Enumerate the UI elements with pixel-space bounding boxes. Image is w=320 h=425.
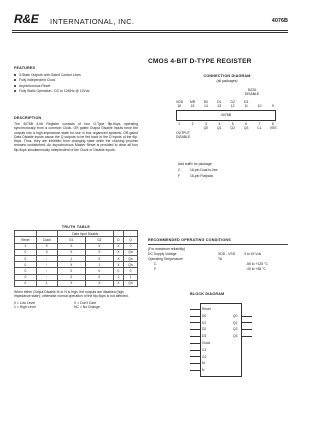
- table-cell: 1: [85, 262, 113, 268]
- input-pin-label: D1: [202, 320, 207, 325]
- output-pin-label: Q0: [233, 313, 238, 318]
- table-cell: X: [36, 243, 57, 249]
- table-cell: 0: [113, 268, 123, 274]
- output-pin-label: Q2: [233, 327, 238, 332]
- table-cell: 1: [113, 274, 123, 280]
- operating-symbol: VDD - VSS: [218, 252, 235, 256]
- pin-number: 11: [244, 104, 248, 109]
- table-cell: 0: [15, 280, 37, 286]
- pin-name: D2: [230, 100, 235, 104]
- part-number: 4076B: [271, 18, 288, 24]
- input-pin-line: [190, 350, 200, 351]
- pin-name: VSS: [269, 125, 277, 130]
- pin-number: 3: [204, 121, 207, 126]
- table-cell: 1: [15, 243, 37, 249]
- input-pin-line: [190, 336, 200, 337]
- order-row: C 16-pin Dual In-line: [178, 168, 218, 173]
- pin-name: D0: [203, 100, 209, 104]
- pin-name: MR: [189, 100, 196, 104]
- input-pin-label: M: [202, 361, 205, 366]
- legend-item: NC = No Change: [74, 304, 100, 309]
- pin-name: VDD: [176, 100, 184, 104]
- input-pin-label: D0: [202, 313, 207, 318]
- feature-item: 3-State Outputs with Gated Control Lines: [14, 73, 144, 77]
- description-text: The 4076B 4-bit Register consists of four D-Type flip-flops operating synchronously from a common Clock. OR gated Output Disable inputs force the outputs into a high-impedance state for use in bus organized systems. OR-gated Data Disable inputs cause the Q outputs to be fed back to the D inputs of the flip-flops. Thus, they are inhibited from changing state while the clocking process remains undisturbed. An asynchronous Master Reset is provided to clear all four flip-flops simultaneously independent of the Clock or Disable inputs.: [14, 122, 138, 152]
- table-cell: 1: [57, 255, 85, 261]
- table-cell: X: [113, 243, 123, 249]
- pin-number: 9: [271, 104, 274, 109]
- operating-param: C: [154, 262, 157, 266]
- table-cell: 0: [15, 262, 37, 268]
- output-pin-line: [242, 329, 252, 330]
- pin-name: D3: [243, 100, 249, 104]
- block-diagram-heading: BLOCK DIAGRAM: [190, 292, 225, 296]
- table-cell: 0: [85, 274, 113, 280]
- table-cell: 0: [57, 268, 85, 274]
- operating-value: -55 to +125 °C: [245, 262, 268, 266]
- output-pin-line: [242, 322, 252, 323]
- table-cell: 1: [124, 274, 138, 280]
- company-name: INTERNATIONAL, INC.: [50, 17, 135, 26]
- input-pin-line: [190, 316, 200, 317]
- table-cell: X: [85, 280, 113, 286]
- table-cell: Qn: [124, 255, 138, 261]
- pin-name: CL: [257, 125, 262, 130]
- input-pin-label: D2: [202, 327, 207, 332]
- input-pin-line: [190, 363, 200, 364]
- features-heading: FEATURES: [14, 66, 36, 70]
- table-column-header: D: [113, 237, 123, 243]
- operating-param: Operating Temperature: [148, 257, 183, 261]
- table-column-header: G2: [85, 237, 113, 243]
- input-pin-label: G1: [202, 347, 207, 352]
- table-cell: ↑: [36, 268, 57, 274]
- pin-number: 6: [245, 121, 248, 126]
- table-cell: 0: [15, 268, 37, 274]
- table-cell: X: [85, 255, 113, 261]
- table-cell: 0: [15, 255, 37, 261]
- input-pin-label: Clock: [202, 341, 211, 345]
- input-pin-line: [190, 370, 200, 371]
- table-group-header: Data Input Disable: [57, 231, 113, 237]
- pin-number: 15: [190, 104, 195, 109]
- table-column-header: Reset: [15, 237, 37, 243]
- table-cell: X: [113, 262, 123, 268]
- table-cell: X: [113, 249, 123, 255]
- table-column-header: G1: [57, 237, 85, 243]
- pin-name: Q2: [230, 125, 235, 130]
- table-cell: Qn: [124, 249, 138, 255]
- table-cell: X: [85, 249, 113, 255]
- table-column-header: Q: [124, 237, 138, 243]
- feature-item: Fully Independent Clock: [14, 78, 144, 82]
- company-logo: R&E: [14, 12, 39, 26]
- operating-param: F: [154, 267, 157, 271]
- pin-number: 5: [231, 121, 234, 126]
- input-pin-line: [190, 322, 200, 323]
- table-cell: 0: [85, 268, 113, 274]
- input-pin-line: [190, 356, 200, 357]
- table-cell: 1: [36, 280, 57, 286]
- output-pin-line: [242, 336, 252, 337]
- input-pin-label: G2: [202, 354, 207, 359]
- output-disable-label: OUTPUT DISABLE: [176, 131, 191, 140]
- output-pin-line: [242, 316, 252, 317]
- table-cell: 0: [124, 243, 138, 249]
- feature-item: Fully Static Operation : DC to 12MHz @ 10Vdc: [14, 89, 144, 93]
- connection-subheading: (all packages): [216, 78, 238, 83]
- operating-value: 3 to 15 Vdc: [244, 252, 262, 256]
- legend-item: 1 = High Level: [14, 304, 36, 309]
- note-text: When either Output Disable M or N is high, the outputs are disabled (high impedance state); otherwise normal operation of the flip-flops is not affected.: [14, 290, 129, 299]
- chip-part-label: 4076B: [220, 113, 232, 117]
- pin-number: 8: [271, 121, 274, 126]
- operating-heading: RECOMMENDED OPERATING CONDITIONS: [148, 238, 231, 242]
- table-cell: 0: [57, 274, 85, 280]
- table-cell: X: [113, 255, 123, 261]
- operating-param: DC Supply Voltage: [148, 252, 177, 256]
- table-cell: ↑: [36, 255, 57, 261]
- data-disable-label: DATA DISABLE: [244, 88, 260, 97]
- input-pin-label: Reset: [202, 307, 211, 311]
- feature-item: Asynchronous Reset: [14, 84, 144, 88]
- pin-number: 10: [257, 104, 262, 109]
- output-pin-label: Q1: [233, 320, 238, 325]
- pin-number: 4: [218, 121, 221, 126]
- pin-number: 13: [217, 104, 222, 109]
- pin-number: 2: [191, 121, 194, 126]
- connection-heading: CONNECTION DIAGRAM: [203, 74, 251, 78]
- operating-value: -40 to +85 °C: [245, 267, 267, 271]
- table-cell: 0: [36, 249, 57, 255]
- pin-number: 7: [258, 121, 261, 126]
- operating-param: (For maximum reliability): [148, 247, 186, 251]
- input-pin-label: N: [202, 368, 205, 373]
- pin-name: Q0: [203, 125, 209, 130]
- description-heading: DESCRIPTION: [14, 116, 42, 120]
- input-pin-label: D3: [202, 334, 207, 339]
- truth-table-heading: TRUTH TABLE: [61, 225, 91, 230]
- pin-name: Q1: [217, 125, 222, 130]
- pin-name: D1: [217, 100, 222, 104]
- pin-number: 12: [230, 104, 235, 109]
- legend-item: 0 = Low Level: [14, 300, 36, 305]
- input-pin-line: [190, 309, 200, 310]
- table-cell: X: [85, 243, 113, 249]
- table-cell: X: [113, 280, 123, 286]
- table-cell: X: [57, 280, 85, 286]
- order-row: F 16-pin Flatpack: [178, 174, 214, 178]
- input-pin-line: [190, 329, 200, 330]
- pin-number: 1: [178, 121, 181, 126]
- pin-number: 14: [204, 104, 208, 109]
- pin-number: 16: [177, 104, 182, 109]
- order-heading: Add suffix for package:: [178, 162, 213, 166]
- table-cell: ↑: [36, 262, 57, 268]
- table-cell: Qn: [124, 262, 138, 268]
- pin-name: Q3: [243, 125, 249, 130]
- table-cell: X: [57, 262, 85, 268]
- operating-symbol: TA: [218, 257, 223, 261]
- table-cell: 0: [15, 249, 37, 255]
- table-cell: X: [57, 243, 85, 249]
- table-cell: X: [57, 249, 85, 255]
- output-pin-label: Q3: [233, 334, 238, 339]
- table-cell: 0: [15, 274, 37, 280]
- page-title: CMOS 4-BIT D-TYPE REGISTER: [148, 58, 252, 65]
- table-cell: Qn: [124, 280, 138, 286]
- table-cell: 0: [124, 268, 138, 274]
- table-column-header: Clock: [36, 237, 57, 243]
- input-pin-line: [190, 343, 200, 344]
- legend-item: X = Don't Care: [74, 300, 97, 305]
- table-cell: ↑: [36, 274, 57, 280]
